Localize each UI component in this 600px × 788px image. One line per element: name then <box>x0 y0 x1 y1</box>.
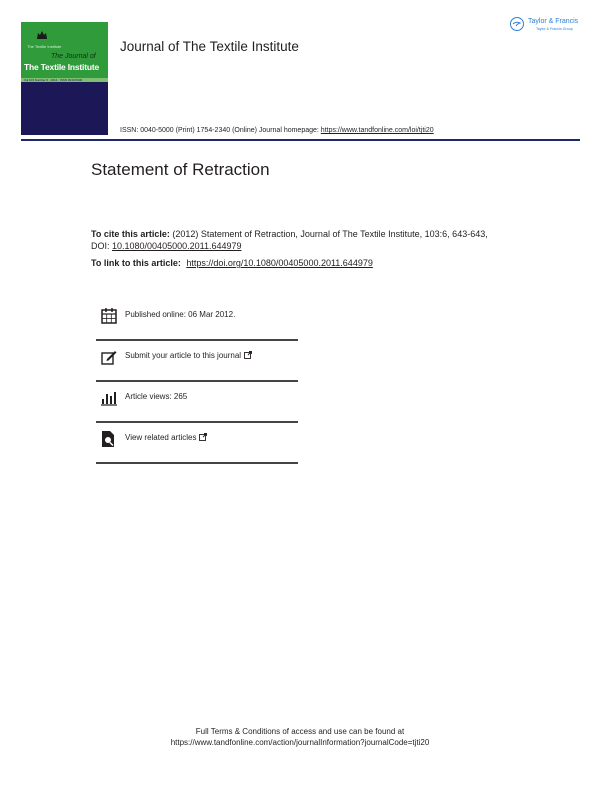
cover-title: The Textile Institute <box>24 62 99 72</box>
journal-title: Journal of The Textile Institute <box>120 39 299 54</box>
submit-article-text: Submit your article to this journal <box>125 351 242 360</box>
edit-icon <box>100 348 118 366</box>
issn-text: ISSN: 0040-5000 (Print) 1754-2340 (Online) Journal homepage: <box>120 127 321 134</box>
publisher-name: Taylor & Francis <box>528 18 579 25</box>
journal-homepage-link[interactable]: https://www.tandfonline.com/loi/tjti20 <box>320 127 434 134</box>
info-divider <box>96 462 298 464</box>
bar-chart-icon <box>100 389 118 407</box>
submit-article-row[interactable] <box>96 341 298 382</box>
search-document-icon <box>100 430 118 448</box>
cite-doi-link[interactable]: 10.1080/00405000.2011.644979 <box>112 241 242 251</box>
footer-terms-link[interactable]: https://www.tandfonline.com/action/journalInformation?journalCode=tjti20 <box>170 738 430 747</box>
cover-org: The Textile Institute <box>27 44 62 49</box>
cite-text: (2012) Statement of Retraction, Journal of The Textile Institute, 103:6, 643-643, DOI: <box>91 229 488 251</box>
journal-cover <box>21 22 108 135</box>
calendar-icon <box>100 307 118 325</box>
publisher-logo-icon <box>510 17 524 31</box>
related-articles-text: View related articles <box>125 433 197 442</box>
link-block <box>91 258 373 268</box>
submit-article-link[interactable] <box>125 351 252 360</box>
article-title: Statement of Retraction <box>91 160 270 179</box>
article-views-text: Article views: 265 <box>125 392 188 401</box>
cover-strip-text: Vol 103 Number 6 · 2012 · ISSN 0040-5000 <box>24 78 83 82</box>
header-divider <box>21 139 580 141</box>
related-articles-link[interactable] <box>125 433 207 442</box>
publisher-logo <box>510 16 584 36</box>
link-label: To link to this article: <box>91 258 184 268</box>
doi-link[interactable]: https://doi.org/10.1080/00405000.2011.644979 <box>186 258 373 268</box>
footer-terms-text: Full Terms & Conditions of access and use can be found at <box>195 727 405 736</box>
related-articles-row[interactable] <box>96 423 298 464</box>
article-views-row <box>96 382 298 423</box>
publisher-sub: Taylor & Francis Group <box>536 27 573 31</box>
external-link-icon <box>244 351 252 359</box>
issn-line <box>120 127 434 134</box>
published-online-text: Published online: 06 Mar 2012. <box>125 310 236 319</box>
published-online-row <box>96 300 298 341</box>
citation-block <box>91 228 491 252</box>
crest-icon <box>36 30 48 40</box>
cite-label: To cite this article: <box>91 229 170 239</box>
external-link-icon <box>199 433 207 441</box>
cover-the-journal: The Journal of <box>51 53 96 60</box>
